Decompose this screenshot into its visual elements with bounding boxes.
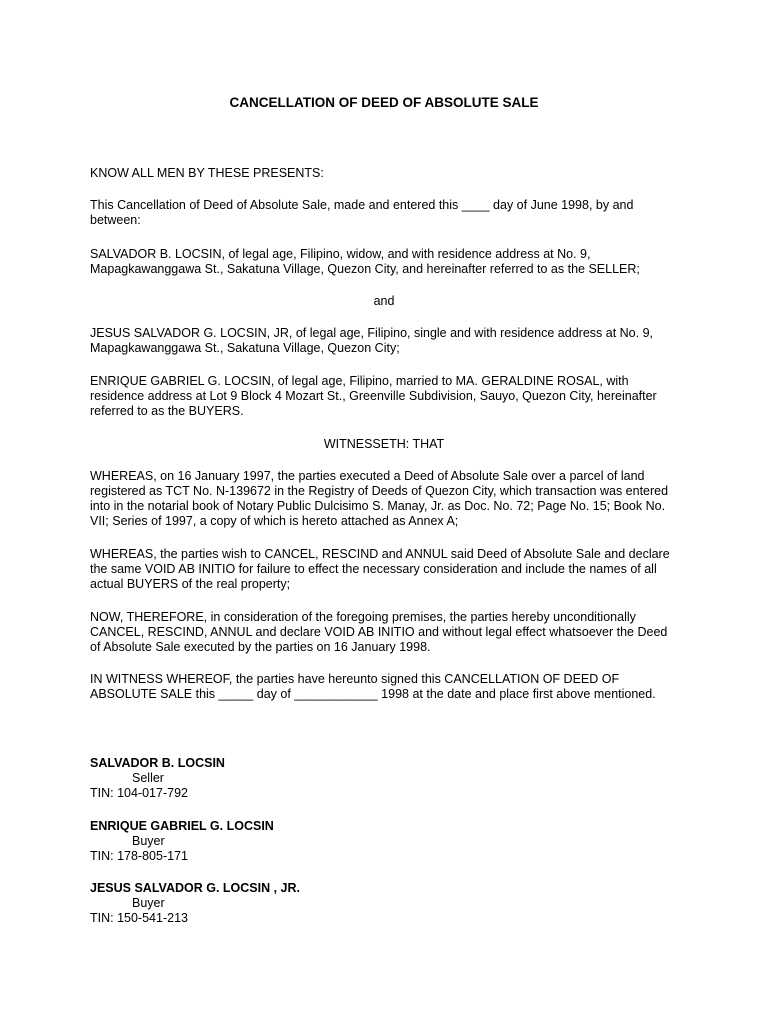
signatory-block — [90, 819, 490, 864]
and-separator: and — [373, 294, 395, 308]
signatory-tin: TIN: 178-805-171 — [90, 849, 188, 863]
now-therefore-paragraph: NOW, THEREFORE, in consideration of the foregoing premises, the parties hereby unconditionally CANCEL, RESCIND, ANNUL and declare VOID AB INITIO and without legal effect whatsoever the Deed of Absolute Sale executed by the parties on 16 January 1998. — [90, 610, 668, 654]
signatory-role: Buyer — [132, 834, 165, 848]
in-witness-paragraph: IN WITNESS WHEREOF, the parties have hereunto signed this CANCELLATION OF DEED OF ABSOLUTE SALE this _____ day of ____________ 1998 at the date and place first above mentioned. — [90, 672, 656, 701]
whereas-second-paragraph: WHEREAS, the parties wish to CANCEL, RESCIND and ANNUL said Deed of Absolute Sale and declare the same VOID AB INITIO for failure to effect the necessary consideration and include the names of all actual BUYERS of the real property; — [90, 547, 670, 591]
opening-line: KNOW ALL MEN BY THESE PRESENTS: — [90, 166, 324, 180]
intro-paragraph: This Cancellation of Deed of Absolute Sale, made and entered this ____ day of June 1998, by and between: — [90, 198, 634, 227]
buyer-jesus-paragraph: JESUS SALVADOR G. LOCSIN, JR, of legal age, Filipino, single and with residence address at No. 9, Mapagkawanggawa St., Sakatuna Village, Quezon City; — [90, 326, 653, 355]
buyer-enrique-paragraph: ENRIQUE GABRIEL G. LOCSIN, of legal age, Filipino, married to MA. GERALDINE ROSAL, with residence address at Lot 9 Block 4 Mozart St., Greenville Subdivision, Sauyo, Quezon City, hereinafter referred to as the BUYERS. — [90, 374, 657, 418]
document-title: CANCELLATION OF DEED OF ABSOLUTE SALE — [229, 95, 539, 110]
signatory-name: JESUS SALVADOR G. LOCSIN , JR. — [90, 881, 300, 895]
signatory-block — [90, 881, 490, 926]
signatory-name: SALVADOR B. LOCSIN — [90, 756, 225, 770]
seller-paragraph: SALVADOR B. LOCSIN, of legal age, Filipino, widow, and with residence address at No. 9, Mapagkawanggawa St., Sakatuna Village, Quezon City, and hereinafter referred to as the SELLER; — [90, 247, 640, 276]
signatory-block — [90, 756, 490, 801]
signatory-tin: TIN: 104-017-792 — [90, 786, 188, 800]
signatory-role: Buyer — [132, 896, 165, 910]
witnesseth-heading: WITNESSETH: THAT — [323, 437, 445, 451]
signatory-name: ENRIQUE GABRIEL G. LOCSIN — [90, 819, 274, 833]
whereas-first-paragraph: WHEREAS, on 16 January 1997, the parties executed a Deed of Absolute Sale over a parcel of land registered as TCT No. N-139672 in the Registry of Deeds of Quezon City, which transaction was entered into in the notarial book of Notary Public Dulcisimo S. Manay, Jr. as Doc. No. 72; Page No. 15; Book No. VII; Series of 1997, a copy of which is hereto attached as Annex A; — [90, 469, 669, 528]
signatory-tin: TIN: 150-541-213 — [90, 911, 188, 925]
signatory-role: Seller — [132, 771, 164, 785]
